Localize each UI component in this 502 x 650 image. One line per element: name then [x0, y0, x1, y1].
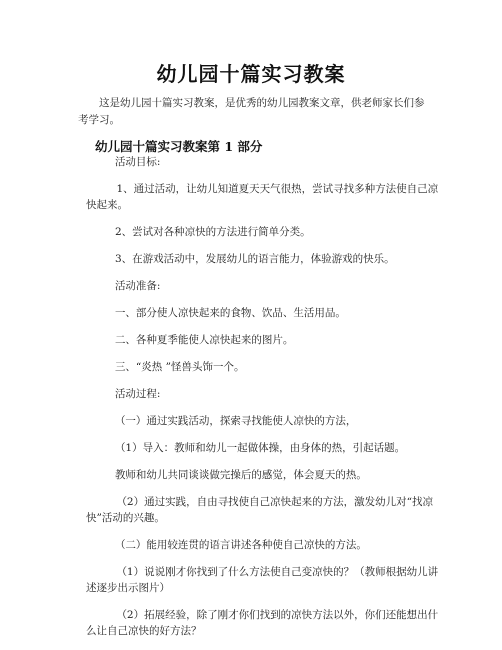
paragraph-process-part-2-step-2: （2）拓展经验，除了刚才你们找到的凉快方法以外，你们还能想出什么让自己凉快的好方法？ [86, 609, 439, 637]
paragraph-process-discussion: 教师和幼儿共同谈谈做完操后的感觉，体会夏天的热。 [114, 469, 367, 481]
paragraph-process-part-2-step-1: （1）说说刚才你找到了什么方法使自己变凉快的？（教师根据幼儿讲述逐步出示图片） [86, 566, 439, 594]
paragraph-process-step-2: （2）通过实践，自由寻找使自己凉快起来的方法，激发幼儿对“找凉快”活动的兴趣。 [86, 496, 433, 524]
paragraph-objective-3: 3、在游戏活动中，发展幼儿的语言能力，体验游戏的快乐。 [114, 253, 395, 265]
lesson-body [86, 154, 440, 650]
paragraph-preparation-2: 二、各种夏季能使人凉快起来的图片。 [114, 334, 294, 346]
section-heading: 幼儿园十篇实习教案第 1 部分 [95, 139, 263, 154]
paragraph-preparation-1: 一、部分使人凉快起来的食物、饮品、生活用品。 [114, 307, 346, 319]
paragraph-objectives-label: 活动目标: [114, 156, 161, 168]
paragraph-preparation-label: 活动准备: [114, 280, 161, 292]
paragraph-process-part-1: （一）通过实践活动，探索寻找能使人凉快的方法， [114, 415, 357, 427]
document-title: 幼儿园十篇实习教案 [156, 62, 346, 86]
paragraph-preparation-3: 三、“炎热 ”怪兽头饰一个。 [114, 361, 245, 373]
paragraph-process-part-2: （二）能用较连贯的语言讲述各种使自己凉快的方法。 [114, 539, 367, 551]
paragraph-objective-1: 1、通过活动，让幼儿知道夏天天气很热，尝试寻找多种方法使自己凉快起来。 [86, 183, 439, 211]
intro-paragraph: 这是幼儿园十篇实习教案，是优秀的幼儿园教案文章，供老师家长们参考学习。 [78, 97, 425, 126]
paragraph-objective-2: 2、尝试对各种凉快的方法进行简单分类。 [114, 226, 311, 238]
paragraph-process-step-1: （1）导入：教师和幼儿一起做体操，由身体的热，引起话题。 [114, 442, 406, 454]
paragraph-process-label: 活动过程: [114, 388, 161, 400]
